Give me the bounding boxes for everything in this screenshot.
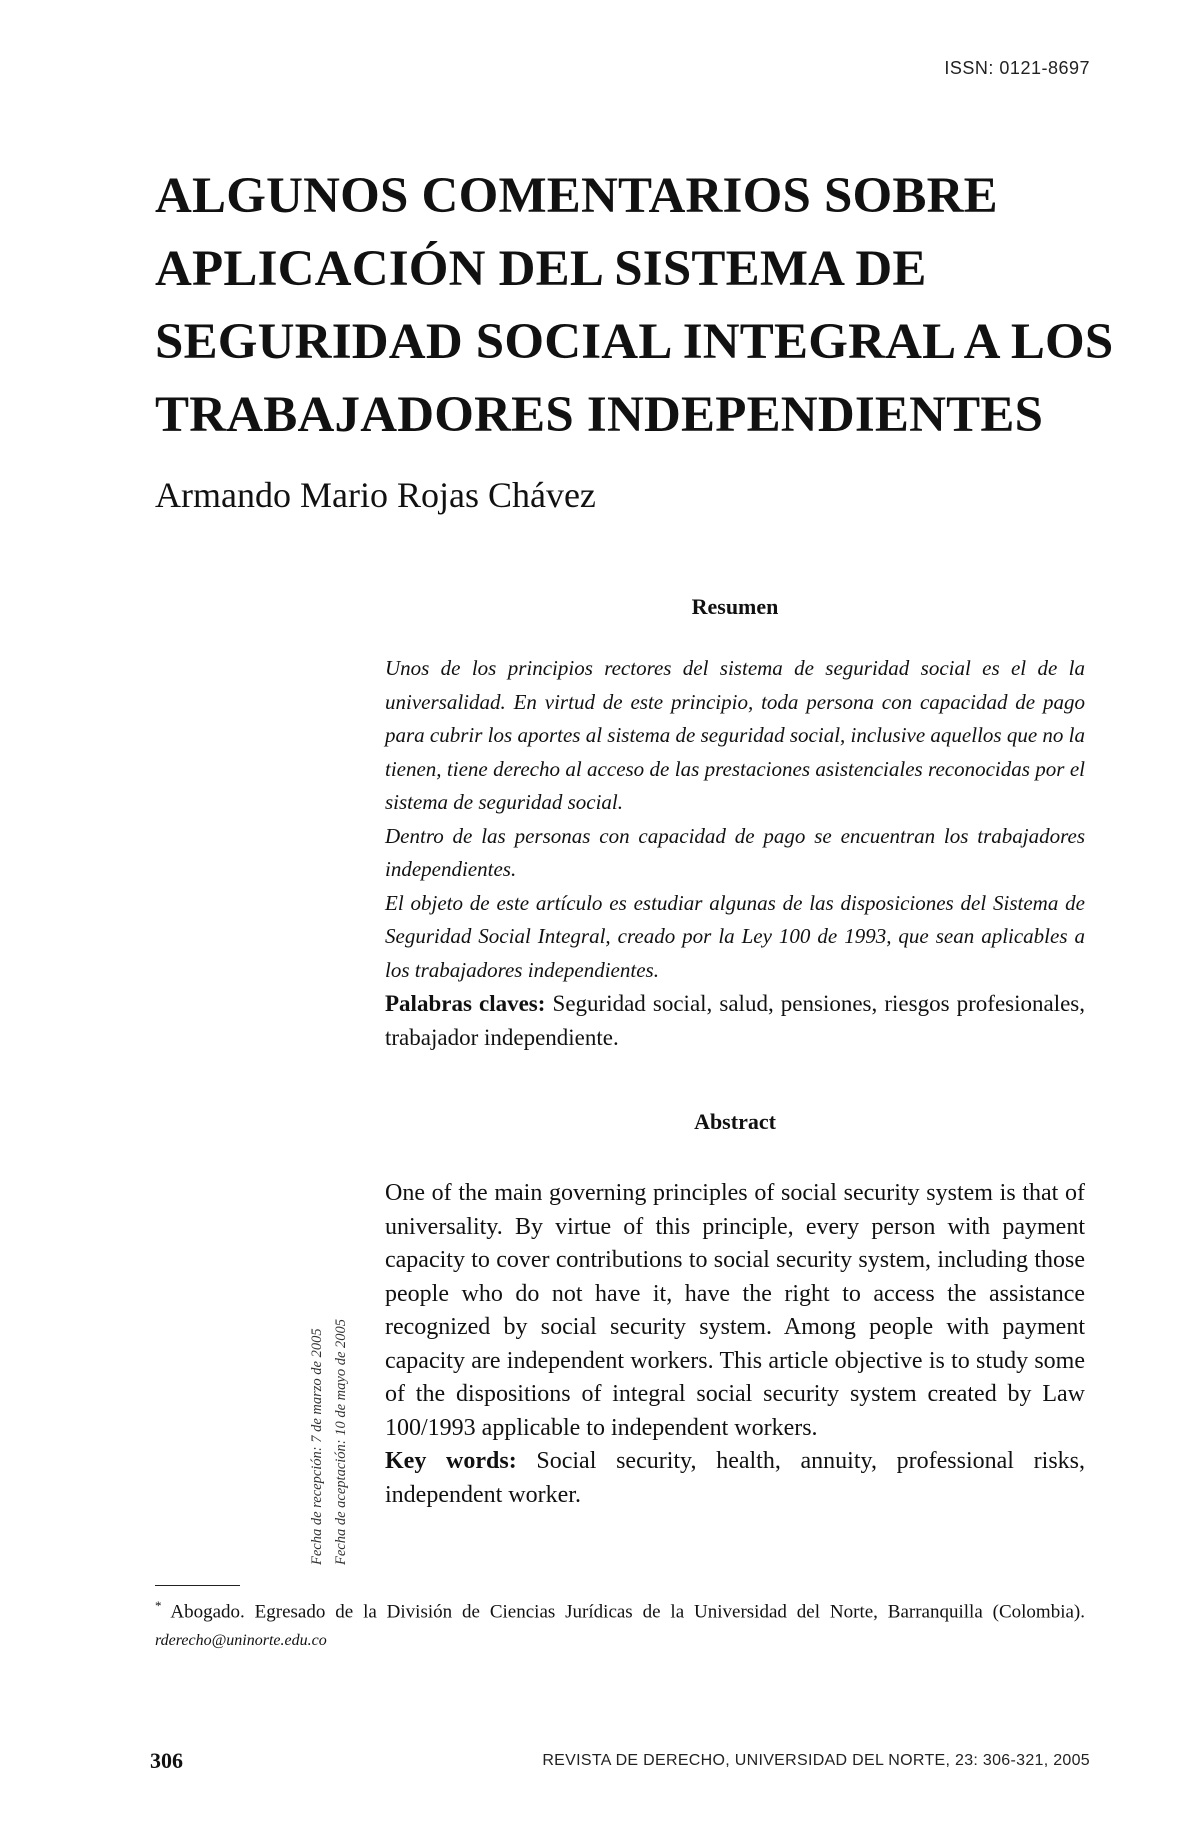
journal-citation: REVISTA DE DERECHO, UNIVERSIDAD DEL NORTE, 23: 306-321, 2005 [542, 1752, 1090, 1769]
resumen-paragraph: Dentro de las personas con capacidad de pago se encuentran los trabajadores independientes. [385, 823, 1085, 881]
title-line: TRABAJADORES INDEPENDIENTES [155, 387, 1044, 443]
issn-label: ISSN: 0121-8697 [944, 58, 1090, 78]
accepted-date: Fecha de aceptación: 10 de mayo de 2005 [333, 1318, 349, 1565]
keywords-label: Palabras claves: [385, 991, 546, 1016]
keywords-text: Seguridad social, salud, pensiones, riesgos profesionales, trabajador independiente. [385, 991, 1086, 1050]
title-line: APLICACIÓN DEL SISTEMA DE [155, 241, 927, 297]
abstract-keywords [385, 1445, 1085, 1512]
author-footnote [155, 1592, 1085, 1655]
resumen-body [385, 652, 1085, 1054]
abstract-paragraph: One of the main governing principles of social security system is that of universality. By virtue of this principle, every person with payment capacity to cover contributions to social security system, including those people who do not have it, have the right to access the assistance recognized by social security system. Among people with payment capacity are independent workers. This article objective is to study some of the dispositions of integral social security system created by Law 100/1993 applicable to independent workers. [385, 1180, 1085, 1441]
resumen-paragraph: El objeto de este artículo es estudiar algunas de las disposiciones del Sistema de Seguridad Social Integral, creado por la Ley 100 de 1993, que sean aplicables a los trabajadores independientes. [385, 890, 1085, 982]
resumen-heading: Resumen [691, 594, 779, 619]
received-date: Fecha de recepción: 7 de marzo de 2005 [309, 1328, 325, 1565]
author-name: Armando Mario Rojas Chávez [155, 475, 596, 515]
author-email-link[interactable]: rderecho@uninorte.edu.co [155, 1632, 327, 1650]
keywords-text: Social security, health, annuity, professional risks, independent worker. [385, 1448, 1086, 1508]
title-line: ALGUNOS COMENTARIOS SOBRE [155, 168, 998, 224]
article-title [155, 160, 1114, 452]
footnote-marker: * [155, 1598, 162, 1613]
resumen-paragraph: Unos de los principios rectores del sistema de seguridad social es el de la universalidad. En virtud de este principio, toda persona con capacidad de pago para cubrir los aportes al sistema de seguridad social, inclusive aquellos que no la tienen, tiene derecho al acceso de las prestaciones asistenciales reconocidas por el sistema de seguridad social. [385, 656, 1085, 814]
abstract-heading: Abstract [694, 1109, 776, 1134]
title-line: SEGURIDAD SOCIAL INTEGRAL A LOS [155, 314, 1114, 370]
abstract-body [385, 1177, 1085, 1512]
keywords-label: Key words: [385, 1448, 517, 1474]
submission-dates [308, 1235, 368, 1565]
footnote-text: Abogado. Egresado de la División de Ciencias Jurídicas de la Universidad del Norte, Barranquilla (Colombia). [170, 1601, 1086, 1623]
resumen-keywords [385, 987, 1085, 1054]
footnote-divider [155, 1585, 240, 1586]
page-number: 306 [150, 1748, 183, 1773]
